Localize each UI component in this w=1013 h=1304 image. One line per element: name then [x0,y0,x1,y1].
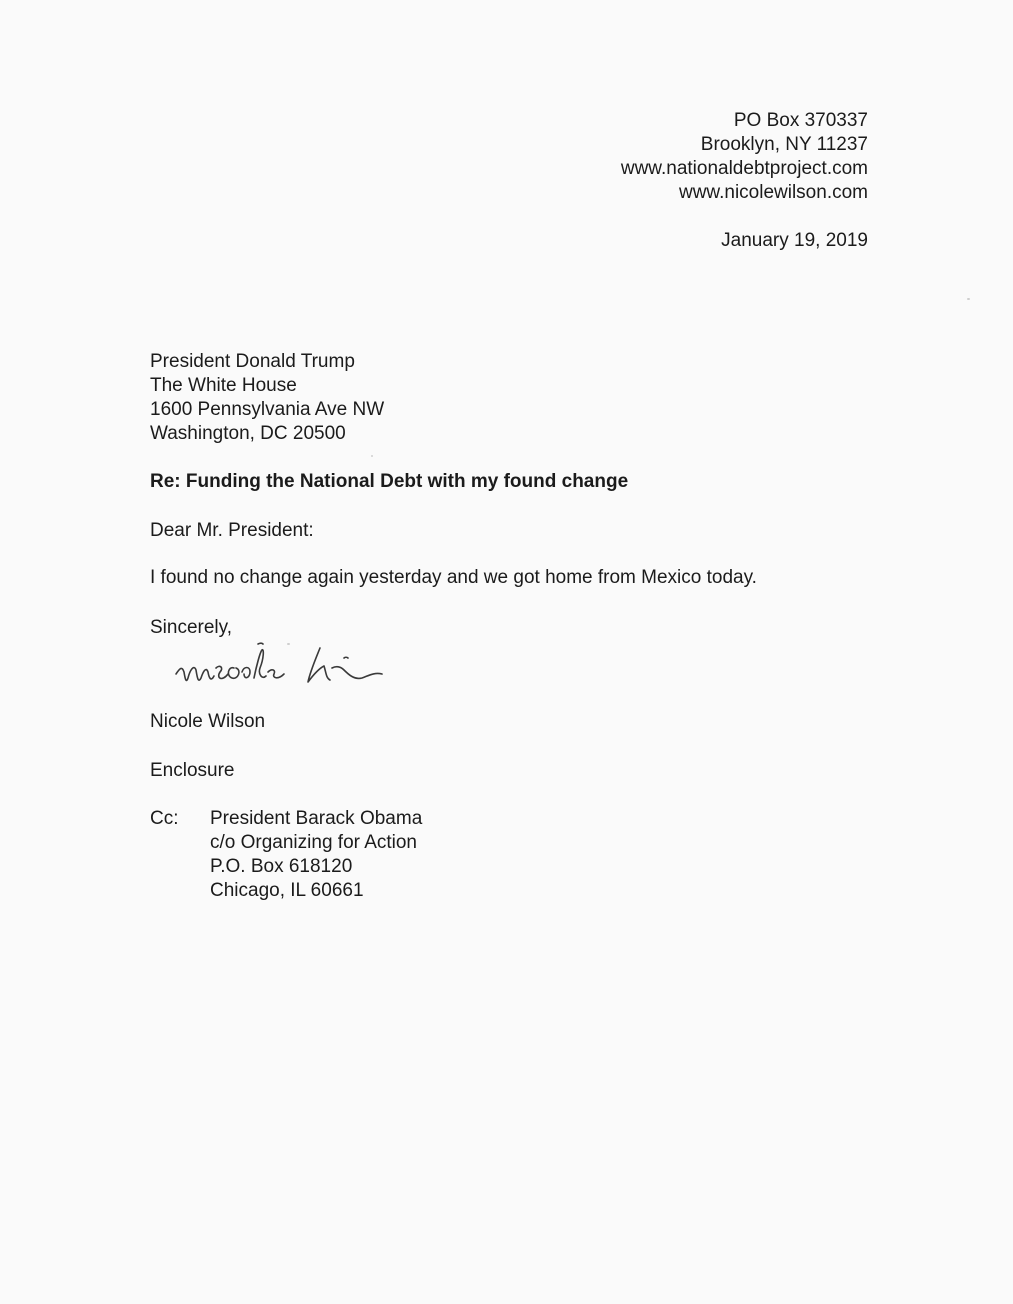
recipient-address [150,350,384,446]
handwritten-signature [170,638,410,698]
website-link: www.nicolewilson.com [678,182,868,203]
recipient-line: The White House [150,375,297,396]
return-address [621,109,868,205]
scan-speck [967,298,970,300]
recipient-line: 1600 Pennsylvania Ave NW [150,399,385,420]
letter-date: January 19, 2019 [721,230,868,251]
subject-line: Re: Funding the National Debt with my found change [150,471,629,492]
signer-name: Nicole Wilson [150,711,266,732]
letter-body: I found no change again yesterday and we got home from Mexico today. [150,567,757,588]
return-address-line: PO Box 370337 [733,110,868,131]
website-link: www.nationaldebtproject.com [620,158,868,179]
scan-speck [371,455,373,457]
scan-speck [287,643,290,645]
recipient-line: President Donald Trump [150,351,355,372]
return-address-line: Brooklyn, NY 11237 [700,134,868,155]
cc-recipient [210,807,422,903]
cc-line: c/o Organizing for Action [210,832,417,853]
cc-line: President Barack Obama [210,808,423,829]
cc-line: P.O. Box 618120 [210,856,353,877]
salutation: Dear Mr. President: [150,520,314,541]
cc-label: Cc: [150,808,179,829]
enclosure-note: Enclosure [150,760,235,781]
recipient-line: Washington, DC 20500 [150,423,346,444]
cc-line: Chicago, IL 60661 [210,880,364,901]
closing: Sincerely, [150,617,233,638]
